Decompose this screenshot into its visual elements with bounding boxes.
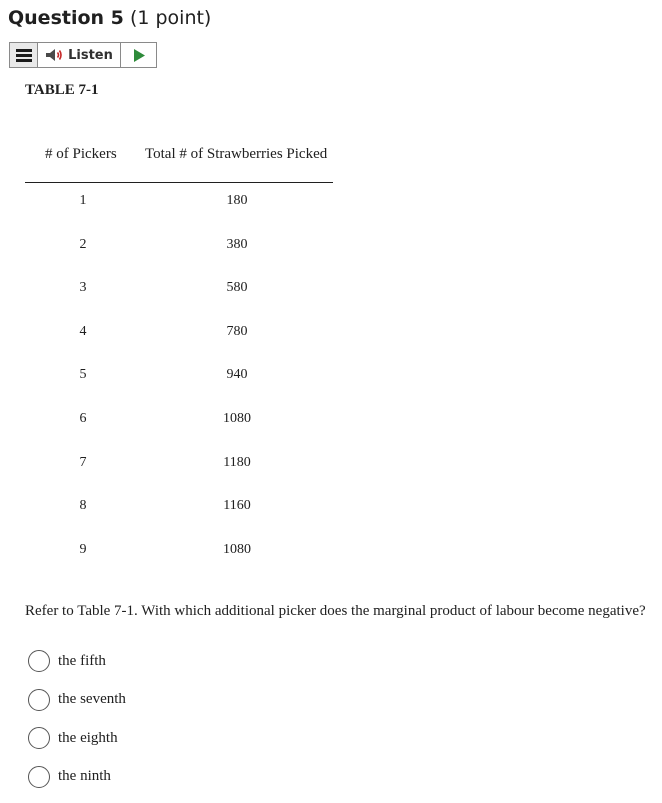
total-cell: 780 [226, 323, 248, 339]
pickers-cell: 9 [79, 541, 87, 557]
total-cell: 580 [226, 280, 248, 296]
table-header-row [25, 138, 333, 183]
table-row [25, 357, 333, 401]
table-row [25, 488, 333, 532]
play-icon [133, 49, 145, 62]
hamburger-menu-icon [16, 49, 32, 62]
pickers-cell: 4 [79, 323, 87, 339]
pickers-cell: 8 [79, 498, 87, 514]
table-row [25, 445, 333, 489]
table-row [25, 401, 333, 445]
table-row [25, 270, 333, 314]
column-header-total: Total # of Strawberries Picked [145, 146, 328, 162]
radio-button[interactable] [28, 689, 50, 711]
table-row [25, 183, 333, 227]
column-header-pickers: # of Pickers [45, 146, 117, 162]
answer-option-seventh[interactable] [28, 688, 126, 712]
option-label: the ninth [58, 768, 111, 784]
option-label: the eighth [58, 729, 118, 746]
total-cell: 1180 [223, 454, 251, 470]
radio-button[interactable] [28, 766, 50, 788]
table-title: TABLE 7-1 [25, 82, 99, 98]
total-cell: 1080 [223, 410, 251, 426]
radio-button[interactable] [28, 727, 50, 749]
total-cell: 180 [226, 193, 248, 208]
table-row [25, 314, 333, 358]
listen-label: Listen [68, 47, 113, 63]
listen-button[interactable] [38, 43, 121, 67]
radio-button[interactable] [28, 650, 50, 672]
answer-options [28, 649, 126, 803]
pickers-cell: 7 [79, 454, 87, 470]
total-cell: 380 [226, 236, 248, 252]
menu-button[interactable] [10, 43, 38, 67]
total-cell: 1080 [223, 541, 251, 557]
answer-option-ninth[interactable] [28, 765, 126, 789]
option-label: the seventh [58, 691, 126, 707]
speaker-icon [45, 48, 63, 62]
pickers-cell: 2 [79, 236, 87, 252]
strawberry-table [25, 138, 333, 575]
question-header [8, 7, 211, 29]
total-cell: 940 [226, 367, 248, 383]
play-button[interactable] [121, 43, 156, 67]
table-row [25, 227, 333, 271]
question-title: Question 5 [8, 7, 124, 29]
readspeaker-toolbar [9, 42, 157, 68]
option-label: the fifth [58, 652, 106, 669]
pickers-cell: 3 [79, 280, 87, 296]
answer-option-eighth[interactable] [28, 726, 126, 750]
pickers-cell: 6 [79, 410, 87, 426]
table-row [25, 532, 333, 576]
pickers-cell: 5 [79, 367, 87, 383]
question-points: (1 point) [129, 7, 212, 29]
answer-option-fifth[interactable] [28, 649, 126, 673]
question-prompt: Refer to Table 7-1. With which additional picker does the marginal product of labour become negative? [25, 603, 646, 619]
total-cell: 1160 [223, 498, 251, 514]
pickers-cell: 1 [79, 193, 87, 208]
